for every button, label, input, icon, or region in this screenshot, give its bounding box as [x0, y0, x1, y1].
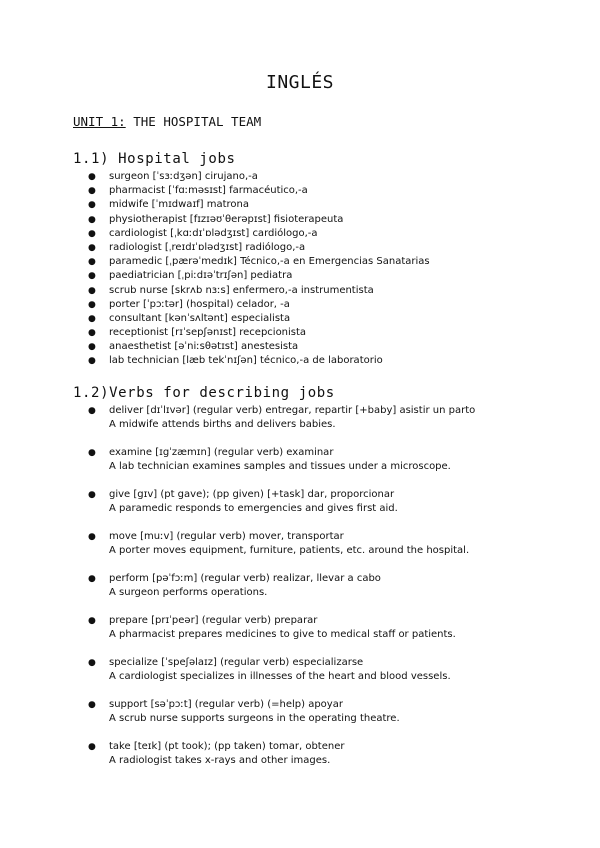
bullet-icon: ● — [88, 313, 96, 324]
list-item: ● surgeon [ˈsɜːdʒən] cirujano,-a — [0, 170, 600, 184]
bullet-icon: ● — [88, 328, 96, 339]
verb-definition: take [teɪk] (pt took); (pp taken) tomar, obtener — [109, 741, 345, 752]
list-item: ● scrub nurse [skrʌb nɜːs] enfermero,-a instrumentista — [0, 284, 600, 298]
list-item: ● pharmacist [ˈfɑːməsɪst] farmacéutico,-a — [0, 184, 600, 198]
bullet-icon: ● — [88, 532, 96, 542]
bullet-icon: ● — [88, 228, 96, 239]
bullet-icon: ● — [88, 356, 96, 367]
list-item — [0, 698, 600, 740]
list-item — [0, 530, 600, 572]
list-item: ● anaesthetist [əˈniːsθətɪst] anestesista — [0, 340, 600, 354]
bullet-icon: ● — [88, 271, 96, 282]
unit-heading — [73, 114, 261, 129]
page-title: INGLÉS — [265, 72, 335, 93]
verb-example: A porter moves equipment, furniture, patients, etc. around the hospital. — [109, 545, 470, 556]
bullet-icon: ● — [88, 406, 96, 416]
list-item — [0, 446, 600, 488]
section-1-heading: 1.1) Hospital jobs — [73, 151, 236, 167]
list-item: ● receptionist [rɪˈsepʃənɪst] recepcionista — [0, 326, 600, 340]
section-2-heading: 1.2)Verbs for describing jobs — [73, 385, 335, 401]
verb-definition: give [gɪv] (pt gave); (pp given) [+task] dar, proporcionar — [109, 489, 395, 500]
verb-definition: perform [pəˈfɔːm] (regular verb) realizar, llevar a cabo — [109, 573, 381, 584]
verb-definition: support [səˈpɔːt] (regular verb) (=help) apoyar — [109, 699, 343, 710]
unit-name: THE HOSPITAL TEAM — [133, 114, 262, 129]
verb-example: A pharmacist prepares medicines to give to medical staff or patients. — [109, 629, 456, 640]
list-item — [0, 404, 600, 446]
bullet-icon: ● — [88, 242, 96, 253]
hospital-jobs-list — [0, 170, 600, 369]
bullet-icon: ● — [88, 257, 96, 268]
list-item: ● lab technician [læb tekˈnɪʃən] técnico,-a de laboratorio — [0, 354, 600, 368]
list-item: ● radiologist [ˌreɪdɪˈɒlədʒɪst] radiólogo,-a — [0, 241, 600, 255]
list-item: ● paediatrician [ˌpiːdɪəˈtrɪʃən] pediatra — [0, 269, 600, 283]
list-item — [0, 572, 600, 614]
bullet-icon: ● — [88, 214, 96, 225]
list-item: ● midwife [ˈmɪdwaɪf] matrona — [0, 198, 600, 212]
verbs-list — [0, 404, 600, 782]
verb-definition: move [muːv] (regular verb) mover, transportar — [109, 531, 344, 542]
verb-example: A radiologist takes x-rays and other images. — [109, 755, 331, 766]
verb-example: A scrub nurse supports surgeons in the operating theatre. — [109, 713, 400, 724]
bullet-icon: ● — [88, 186, 96, 197]
bullet-icon: ● — [88, 448, 96, 458]
bullet-icon: ● — [88, 342, 96, 353]
verb-definition: examine [ɪgˈzæmɪn] (regular verb) examinar — [109, 447, 334, 458]
verb-definition: prepare [prɪˈpeər] (regular verb) preparar — [109, 615, 318, 626]
list-item: ● consultant [kənˈsʌltənt] especialista — [0, 312, 600, 326]
verb-definition: specialize [ˈspeʃəlaɪz] (regular verb) especializarse — [109, 657, 364, 668]
list-item — [0, 488, 600, 530]
verb-example: A paramedic responds to emergencies and gives first aid. — [109, 503, 398, 514]
bullet-icon: ● — [88, 285, 96, 296]
list-item: ● porter [ˈpɔːtər] (hospital) celador, -a — [0, 298, 600, 312]
verb-example: A lab technician examines samples and tissues under a microscope. — [109, 461, 451, 472]
verb-definition: deliver [dɪˈlɪvər] (regular verb) entregar, repartir [+baby] asistir un parto — [109, 405, 476, 416]
bullet-icon: ● — [88, 574, 96, 584]
bullet-icon: ● — [88, 172, 96, 182]
bullet-icon: ● — [88, 616, 96, 626]
unit-label: UNIT 1: — [73, 114, 126, 129]
verb-example: A surgeon performs operations. — [109, 587, 268, 598]
list-item: ● physiotherapist [fɪzɪəʊˈθerəpɪst] fisioterapeuta — [0, 213, 600, 227]
bullet-icon: ● — [88, 490, 96, 500]
bullet-icon: ● — [88, 299, 96, 310]
list-item: ● cardiologist [ˌkɑːdɪˈɒlədʒɪst] cardiólogo,-a — [0, 227, 600, 241]
list-item: ● paramedic [ˌpærəˈmedɪk] Técnico,-a en Emergencias Sanatarias — [0, 255, 600, 269]
bullet-icon: ● — [88, 200, 96, 211]
verb-example: A cardiologist specializes in illnesses of the heart and blood vessels. — [109, 671, 451, 682]
list-item — [0, 656, 600, 698]
bullet-icon: ● — [88, 658, 96, 668]
bullet-icon: ● — [88, 700, 96, 710]
list-item — [0, 614, 600, 656]
list-item — [0, 740, 600, 782]
bullet-icon: ● — [88, 742, 96, 752]
verb-example: A midwife attends births and delivers babies. — [109, 419, 336, 430]
